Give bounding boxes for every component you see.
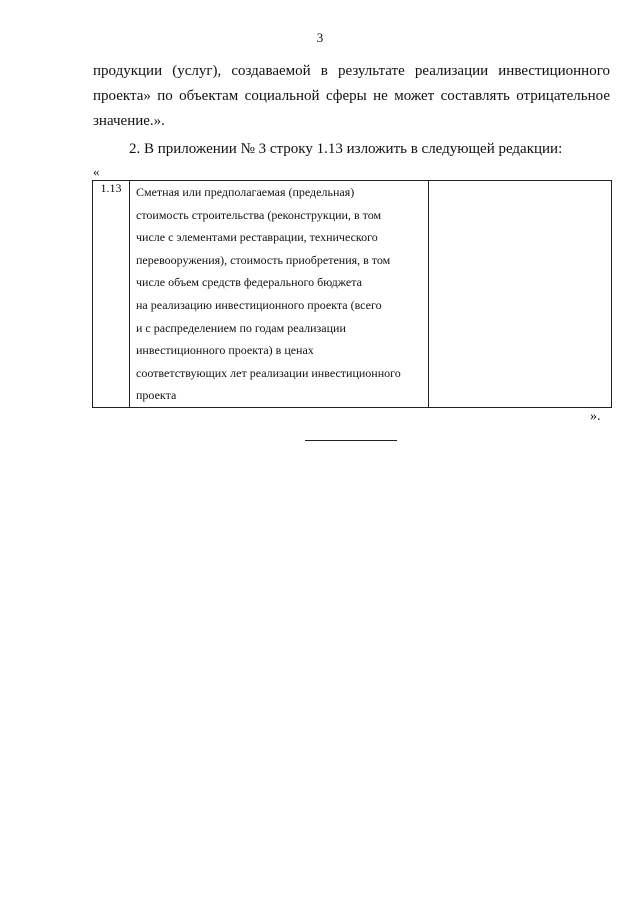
- paragraph-line: значение.».: [93, 113, 165, 129]
- page-number: 3: [316, 30, 324, 45]
- row-number-cell: 1.13: [93, 181, 130, 408]
- description-line: соответствующих лет реализации инвестиционного: [136, 365, 401, 380]
- end-divider: [305, 440, 397, 441]
- row-value-cell: [429, 181, 612, 408]
- description-line: числе объем средств федерального бюджета: [136, 275, 362, 290]
- paragraph-amendment: 2. В приложении № 3 строку 1.13 изложить в следующей редакции:: [129, 141, 563, 157]
- description-line: Сметная или предполагаемая (предельная): [136, 185, 355, 199]
- paragraph-line: продукции (услуг), создаваемой в результате реализации инвестиционного: [93, 63, 610, 79]
- open-quote: «: [93, 164, 100, 179]
- description-line: стоимость строительства (реконструкции, в том: [136, 207, 382, 222]
- paragraph-continuation: [93, 59, 610, 134]
- amendment-table: [92, 180, 612, 408]
- description-line: проекта: [136, 388, 177, 403]
- paragraph-line: проекта» по объектам социальной сферы не может составлять отрицательное: [93, 88, 610, 104]
- description-line: числе с элементами реставрации, технического: [136, 230, 378, 245]
- description-line: перевооружения), стоимость приобретения, в том: [136, 252, 391, 267]
- table-row: [93, 181, 612, 408]
- description-line: и с распределением по годам реализации: [136, 320, 346, 335]
- description-line: на реализацию инвестиционного проекта (всего: [136, 297, 382, 312]
- close-quote: ».: [590, 409, 601, 424]
- row-description-cell: [130, 181, 429, 408]
- description-line: инвестиционного проекта) в ценах: [136, 343, 314, 358]
